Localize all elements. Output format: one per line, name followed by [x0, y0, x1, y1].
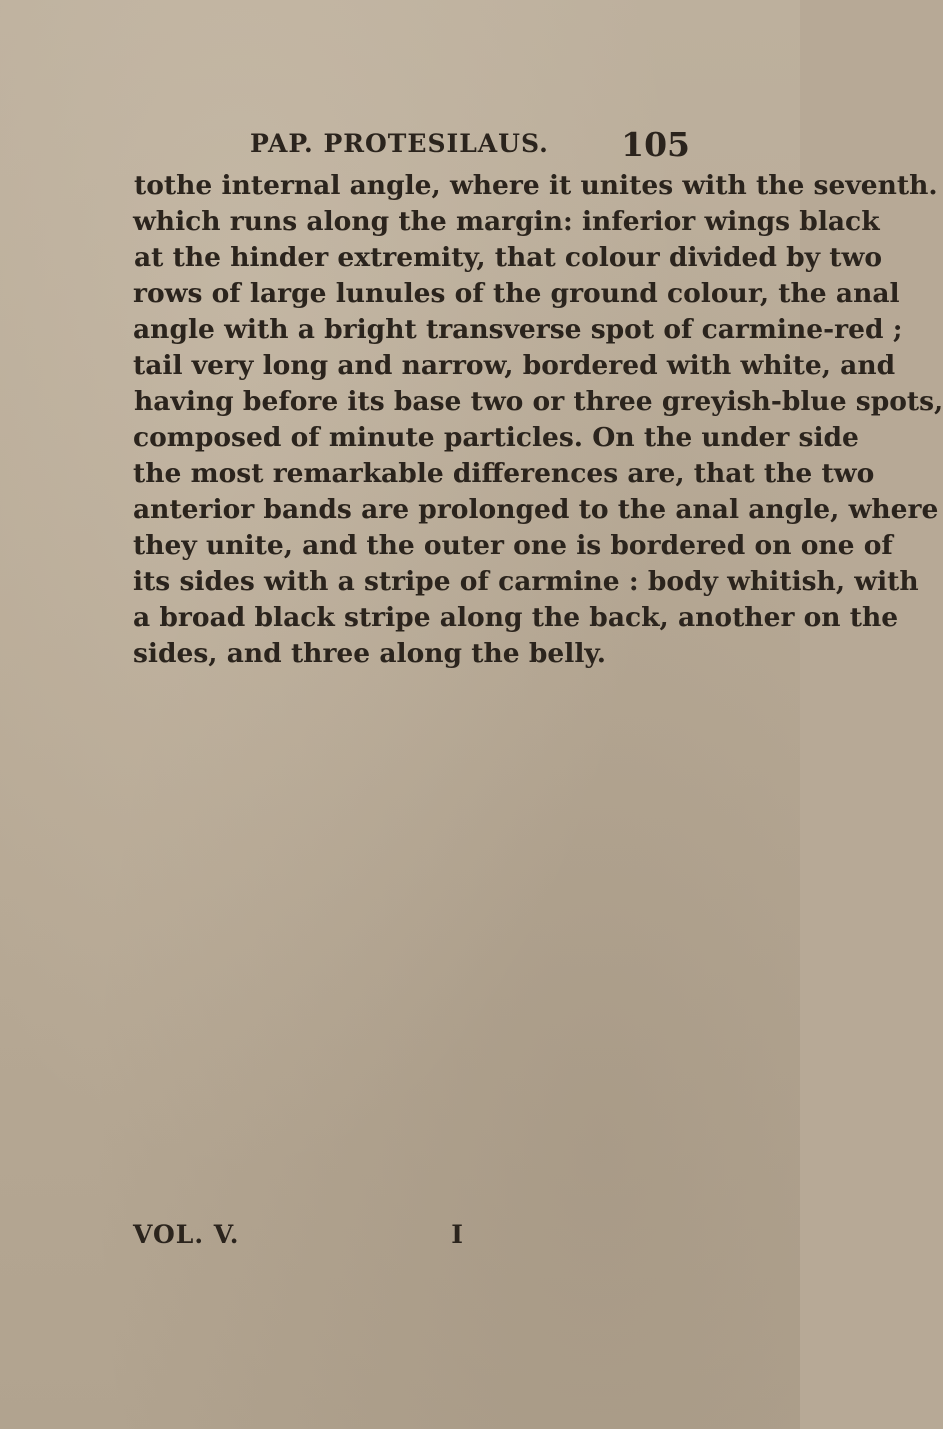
text-line: tothe internal angle, where it unites with the seventh. [134, 170, 938, 201]
page-number: 105 [621, 125, 690, 164]
text-line: at the hinder extremity, that colour divided by two [134, 242, 883, 273]
text-line: its sides with a stripe of carmine : body whitish, with [133, 566, 919, 597]
text-line: anterior bands are prolonged to the anal angle, where [133, 494, 939, 525]
text-line: the most remarkable differences are, that the two [133, 458, 875, 489]
text-line: rows of large lunules of the ground colour, the anal [133, 278, 900, 309]
text-line: composed of minute particles. On the under side [133, 422, 859, 453]
text-line: angle with a bright transverse spot of carmine-red ; [133, 314, 903, 345]
text-line: a broad black stripe along the back, another on the [133, 602, 899, 633]
signature-mark: I [451, 1220, 463, 1249]
text-line: which runs along the margin: inferior wings black [133, 206, 880, 237]
running-title: PAP. PROTESILAUS. [250, 129, 549, 158]
volume-signature: VOL. V. [133, 1220, 240, 1249]
running-head [250, 125, 690, 165]
page-footer [133, 1220, 463, 1260]
text-line: they unite, and the outer one is bordered on one of [133, 530, 893, 561]
text-line: having before its base two or three greyish-blue spots, [134, 386, 943, 417]
text-line: sides, and three along the belly. [133, 638, 606, 669]
text-line: tail very long and narrow, bordered with white, and [133, 350, 896, 381]
